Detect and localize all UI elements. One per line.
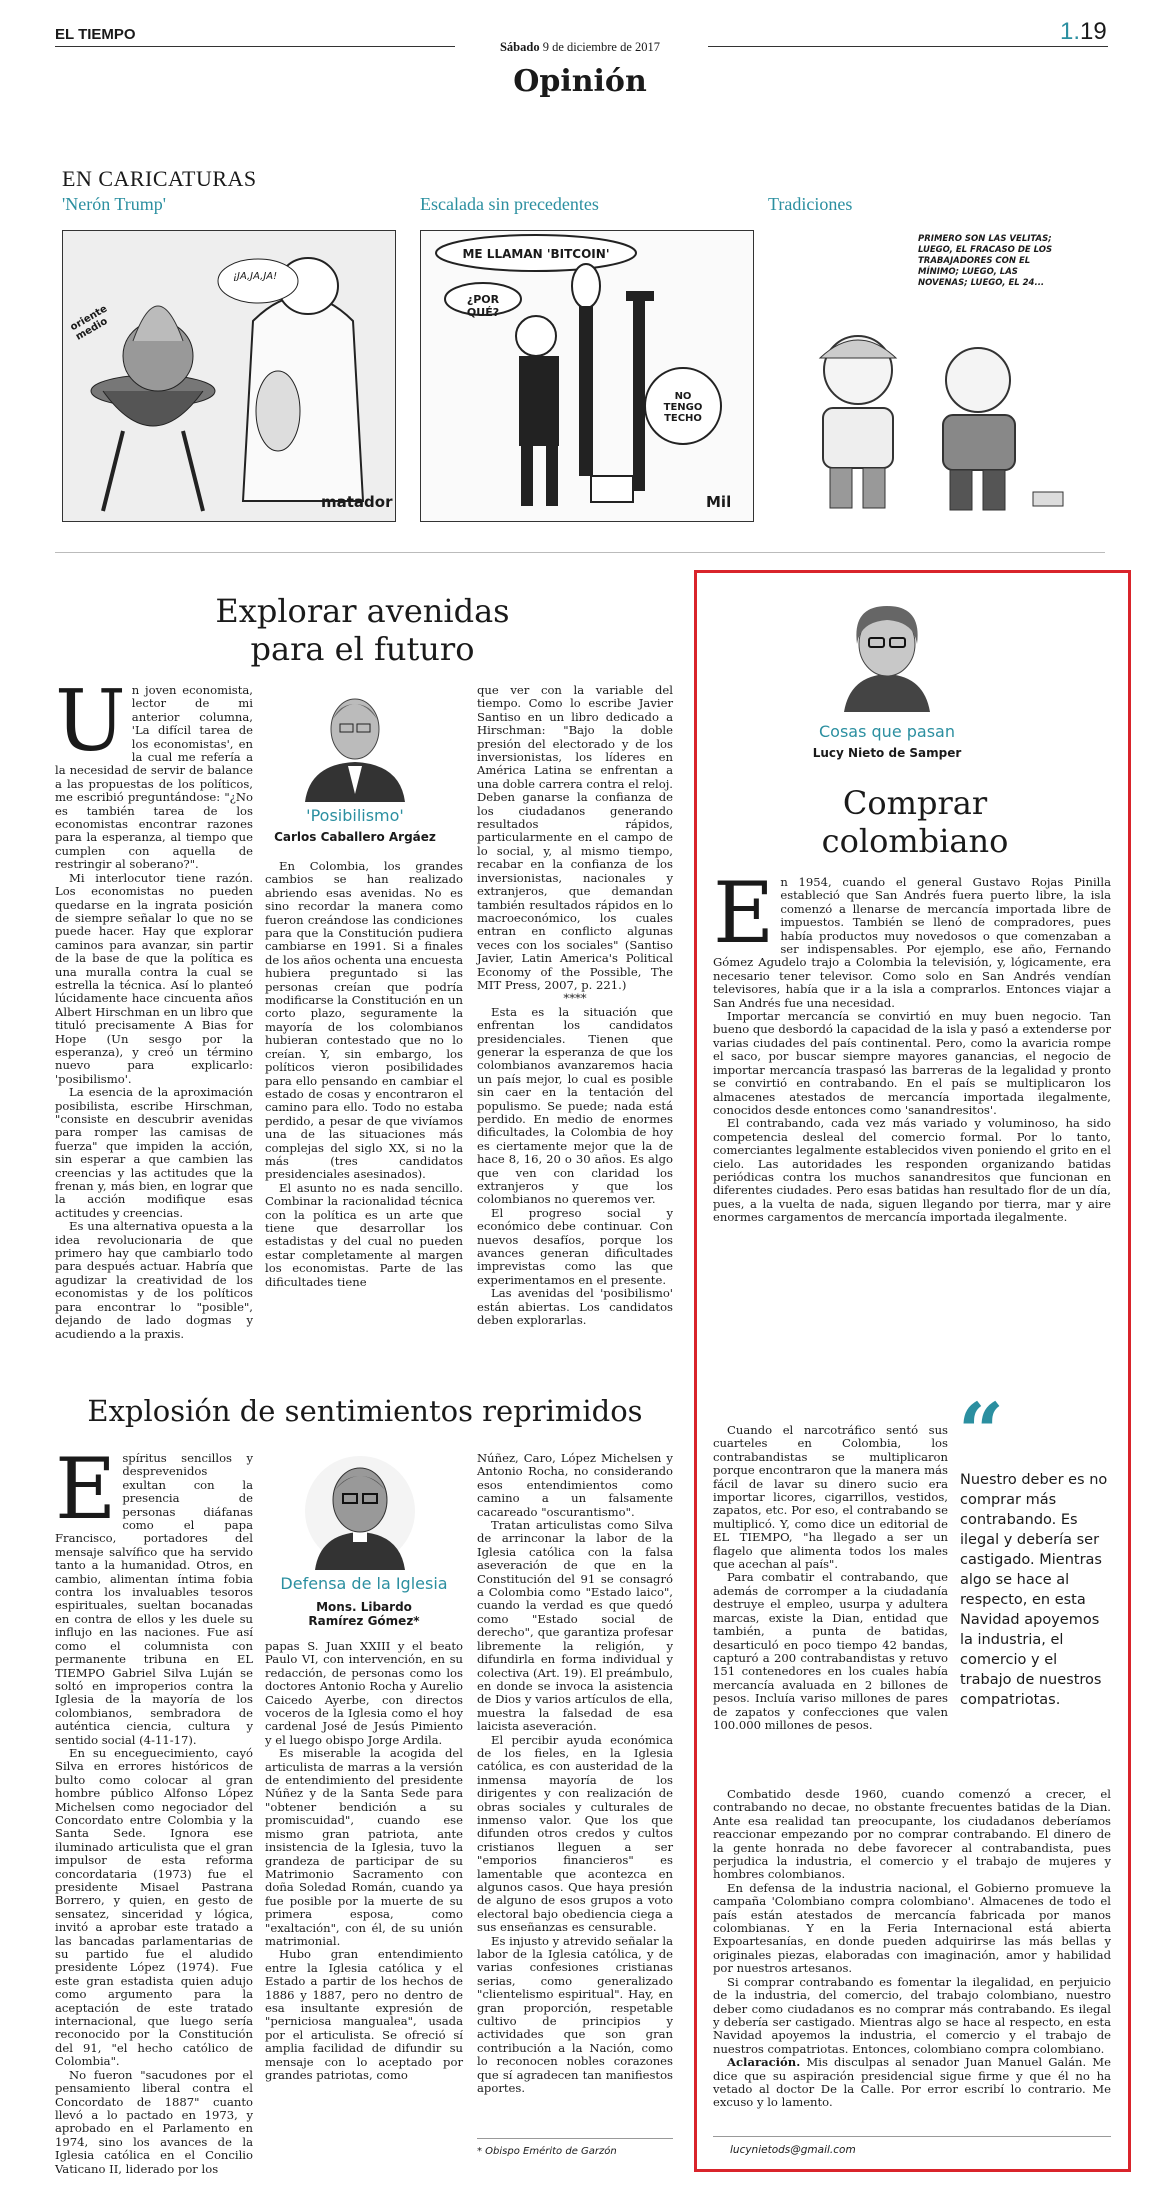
article3-author: Lucy Nieto de Samper: [812, 746, 962, 760]
article3-paragraph: n 1954, cuando el general Gustavo Rojas Pinilla estableció que San Andrés fuera puerto libre, la isla comenzó a llenarse de mercancía importada libre de impuestos. También se llenó de compradores, pues había productos muy novedosos o que comenzaban a ser indispensables. Por ejemplo, ese año, Fernando Gómez Agudelo trajo a Colombia la televisión, y, lógicamente, era necesario tener televisor. Como solo en San Andrés vendían televisores, había que ir a la isla a comprarlos. Entonces viajar a San Andrés fue una necesidad.: [713, 875, 1111, 1010]
article2-paragraph: Hubo gran entendimiento entre la Iglesia católica y el Estado a partir de los hechos de 1886 y 1887, pero no dentro de esa insultante expresión de "perniciosa mangualea", usada por el articulista. Se ofreció sí amplia facilidad de difundir su mensaje con lo aceptado por grandes patriotas, como: [265, 1947, 463, 2082]
cartoon-escalada-balloon-2: ¿POR QUÉ?: [466, 293, 500, 319]
article3-clarification-label: Aclaración.: [727, 2055, 801, 2070]
page-number: [1060, 18, 1107, 46]
page-number-accent: 1.: [1060, 18, 1081, 45]
article3-paragraph: Importar mercancía se convirtió en muy buen negocio. Tan bueno que desbordó la capacidad de la isla y pasó a extenderse por varias ciudades del país continental. Pero, como la avaricia rompe el saco, por buscar siempre mayores ganancias, el negocio de importar mercancía traspasó las barreras de la legalidad y pronto se convirtió en contrabando. En el país se multiplicaron los almacenes atestados de mercancía importada ilegalmente, conocidos desde entonces como 'sanandresitos'.: [713, 1009, 1111, 1117]
article2-author-photo: [305, 1452, 415, 1570]
article3-paragraph: Para combatir el contrabando, que además de corromper a la ciudadanía destruye el empleo, usurpa y adultera marcas, existe la Dian, entidad que también, a punta de batidas, desarticuló en poco tiempo 42 bandas, capturó a 200 contrabandistas y retuvo 151 contenedores en los cuales había mercancía avaluada en 2 billones de pesos. Incluía variso millones de pares de zapatos y confecciones que valen 100.000 millones de pesos.: [713, 1570, 948, 1732]
cartoon-neron-label: oriente medio: [68, 303, 110, 343]
article2-paragraph: En su enceguecimiento, cayó Silva en errores históricos de bulto como colocar al gran hombre público Alfonso López Michelsen como negociador del Concordato entre Colombia y la Santa Sede. Ignora ese iluminado articulista que el gran impulsor de esta reforma concordataria (1973) fue el presidente Misael Pastrana Borrero, y quien, en gesto de sensatez, sinceridad y lógica, invitó a aprobar este tratado a las bancadas parlamentarias de su partido fue el aludido presidente López (1974). Fue este gran estadista quien adujo como argumento para la aceptación de este tratado internacional, que luego sería reconocido por la Constitución del 91, "el hecho católico de Colombia".: [55, 1745, 253, 2069]
article3-paragraph: Combatido desde 1960, cuando comenzó a crecer, el contrabando no decae, no obstante frecuentes batidas de la Dian. Ante esa realidad tan preocupante, los ciudadanos deberíamos reaccionar empezando por no comprar contrabando. El dinero de la gente honrada no debe favorecer al contrabandista, pues perjudica la industria, el comercio y el trabajo de mujeres y hombres colombianos.: [713, 1787, 1111, 1882]
article2-paragraph: El percibir ayuda económica de los fieles, en la Iglesia católica, es con austeridad de la inmensa mayoría de los dirigentes y con realización de obras sociales y culturales de inmenso valor. Que los que difunden otros credos y cultos cristianos lleguen a ser "emporios financieros" es lamentable que acontezca en algunos casos. Que haya presión de alguno de esos grupos a voto electoral bajo obediencia ciega a sus enseñanzas es censurable.: [477, 1732, 673, 1935]
article3-column-name: Cosas que pasan: [819, 722, 955, 741]
article2-dropcap: E: [55, 1440, 117, 1538]
article2-paragraph: No fueron "sacudones por el pensamiento liberal contra el Concordato de 1887" cuanto llevó a lo pactado en 1973, y aprobado en el Parlamento en 1974, sino los avances de la Iglesia católica en el Concilio Vaticano II, liderado por los: [55, 2067, 253, 2176]
article1-column-3: [477, 684, 673, 1378]
article1-headline-line1: Explorar avenidas: [215, 592, 510, 630]
author-photo-caballero: [300, 684, 410, 802]
article2-column-2: [265, 1640, 463, 2164]
article1-paragraph: n joven economista, lector de mi anterior columna, 'La difícil tarea de los economistas', en la cual me refería a la necesidad de servir de balance a las propuestas de los políticos, me escribió preguntándose: "¿No es también tarea de los economistas encontrar razones para la esperanza, al tiempo que cumplen con aquella de restringir al soberano?".: [55, 683, 253, 872]
article3-author-photo: [832, 594, 942, 712]
article1-paragraph: El progreso social y económico debe continuar. Con nuevos desafíos, porque los avances generan dificultades imprevistas como las que experimentamos en el presente.: [477, 1205, 673, 1287]
article1-paragraph: que ver con la variable del tiempo. Como lo escribe Javier Santiso en un libro dedicado a Hirschman: "Bajo la doble presión del electorado y de los inversionistas, los líderes en América Latina se enfrentan a una doble carrera contra el reloj. Deben ganarse la confianza de los ciudadanos generando resultados rápidos, particularmente en el campo de lo social, y, al mismo tiempo, recabar en la confianza de los inversionistas, nacionales y extranjeros, que demandan también resultados rápidos en lo macroeconómico, los cuales entran en conflicto algunas veces con los sociales" (Santiso Javier, Latin America's Political Economy of the Possible, The MIT Press, 2007, p. 221.): [477, 683, 673, 992]
article1-separator: ****: [563, 991, 587, 1006]
cartoon-title-neron-trump: 'Nerón Trump': [62, 194, 167, 214]
cartoon-escalada-drawing: [421, 231, 753, 521]
cartoon-tradiciones-balloon: PRIMERO SON LAS VELITAS; LUEGO, EL FRACASO DE LOS TRABAJADORES CON EL MÍNIMO; LUEGO, LAS NOVENAS; LUEGO, EL 24...: [918, 234, 1053, 288]
cartoon-title-escalada: Escalada sin precedentes: [420, 194, 599, 214]
article3-pullquote: Nuestro deber es no comprar más contrabando. Es ilegal y debería ser castigado. Mientras algo se hace al respecto, en esta Navidad apoyemos la industria, el comercio y el trabajo de nuestros compatriotas.: [960, 1472, 1108, 1708]
article3-outro: [713, 1788, 1111, 2138]
masthead-brand: EL TIEMPO: [55, 26, 136, 43]
cartoon-tradiciones: [768, 230, 1100, 520]
article1-paragraph: En Colombia, los grandes cambios se han realizado abriendo esas avenidas. No es sino recordar la manera como fueron creándose las condiciones para que la Constitución pudiera cambiarse en 1991. Si a finales de los años ochenta una encuesta hubiera preguntado si las personas creían que podría modificarse la Constitución en un corto plazo, seguramente la mayoría de los colombianos hubieran contestado que no lo creían. Y, sin embargo, los políticos vieron posibilidades para ello pensando en cambiar el estado de cosas y encontraron el camino para ello. Todo no estaba perdido, a pesar de que vivíamos una de las situaciones más complejas del siglo XX, si no la más (tres candidatos presidenciales asesinados).: [265, 859, 464, 1182]
article1-column-2: [265, 860, 463, 1378]
article1-headline-line2: para el futuro: [250, 630, 475, 668]
article3-paragraph: Si comprar contrabando es fomentar la ilegalidad, en perjuicio de la industria, del comercio, del trabajo colombiano, nuestro deber como ciudadanos es no comprar más contrabando. Es ilegal y debería ser castigado. Mientras algo se hace al respecto, en esta Navidad apoyemos la industria, el comercio y el trabajo de nuestros compatriotas. Entonces, colombiano compra colombiano.: [713, 1974, 1111, 2056]
cartoon-neron-trump: [62, 230, 396, 522]
cartoon-escalada: [420, 230, 754, 522]
article2-paragraph: Núñez, Caro, López Michelsen y Antonio Rocha, no considerando esos entendimientos como camino a un falsamente cacareado "oscurantismo".: [477, 1451, 673, 1519]
cartoon-escalada-balloon-3: NO TENGO TECHO: [663, 391, 703, 424]
header-rule-right: [708, 46, 1108, 47]
article3-pullquote-mark: “: [958, 1385, 1005, 1479]
cartoon-title-tradiciones: Tradiciones: [768, 194, 853, 214]
page-number-value: 19: [1080, 18, 1107, 45]
author-photo-ramirez: [305, 1452, 415, 1570]
article3-headline: [775, 784, 1055, 860]
article3-headline-line2: colombiano: [821, 822, 1009, 860]
issue-date: [440, 40, 720, 55]
issue-day: Sábado: [499, 40, 540, 54]
article1-author-photo: [300, 684, 410, 802]
article2-paragraph: Es miserable la acogida del articulista de marras a la versión de entendimiento del presidente Núñez y de la Santa Sede para "obtener bendición a su promiscuidad", cuando ese mismo gran patriota, ante insistencia de la Iglesia, tuvo la grandeza de participar de su Matrimonio Sacramento con doña Soledad Román, cuando ya fue posible por la muerte de su primera esposa, como "exaltación", con él, de su unión matrimonial.: [265, 1746, 463, 1948]
article1-headline: [55, 592, 670, 668]
article1-paragraph: Esta es la situación que enfrentan los candidatos presidenciales. Tienen que generar la esperanza de que los colombianos avanzaremos hacia un país mejor, lo cual es posible sin caer en la tentación del populismo. Se puede; nada está perdido. En medio de enormes dificultades, la Colombia de hoy es ciertamente mejor que la de hace 8, 16, 20 o 30 años. Es algo que ven con claridad los extranjeros y que los colombianos no queremos ver.: [477, 1004, 673, 1207]
article3-email-rule: [713, 2136, 1111, 2137]
article3-dropcap: E: [713, 864, 775, 962]
article3-headline-line1: Comprar: [842, 784, 988, 822]
cartoon-escalada-balloon-1: ME LLAMAN 'BITCOIN': [462, 247, 610, 261]
article3-intro: [713, 864, 1111, 1420]
section-divider: [55, 552, 1105, 553]
header-rule-left: [55, 46, 455, 47]
article3-clarification-text: Mis disculpas al senador Juan Manuel Galán. Me dice que su aspiración presidencial sigue firme y que él no ha vetado al doctor De la Calle. Por error escribí lo contrario. Me excuso y lo lamento.: [713, 2055, 1111, 2110]
article3-clarification: [713, 2056, 1111, 2110]
cartoon-neron-trump-drawing: [63, 231, 395, 521]
cartoon-escalada-signature: Mil: [706, 493, 732, 511]
article1-paragraph: Las avenidas del 'posibilismo' están abiertas. Los candidatos deben explorarlas.: [477, 1286, 673, 1328]
article2-column-name: Defensa de la Iglesia: [280, 1574, 448, 1593]
article2-footnote-rule: [477, 2138, 673, 2139]
cartoons-section-label: EN CARICATURAS: [62, 166, 257, 191]
article2-column-1: [55, 1440, 253, 2176]
issue-date-rest: 9 de diciembre de 2017: [539, 40, 661, 54]
article1-column-1: [55, 672, 254, 1378]
article3-author-email[interactable]: lucynietods@gmail.com: [730, 2144, 856, 2156]
article1-paragraph: La esencia de la aproximación posibilista, escribe Hirschman, "consiste en descubrir avenidas para romper las camisas de fuerza" que impiden la acción, sin esperar a que cambien las creencias y las actitudes que la frenan y, más bien, en lograr que la acción modifique esas actitudes y creencias.: [55, 1085, 253, 1220]
article1-paragraph: El asunto no es nada sencillo. Combinar la racionalidad técnica con la política es un arte que tiene que desarrollar los estadistas y del cual no pueden estar completamente al margen los economistas. Parte de las dificultades tiene: [265, 1180, 463, 1289]
article2-author: [265, 1600, 463, 1628]
cartoon-neron-balloon: ¡JA,JA,JA!: [233, 271, 278, 282]
article1-dropcap: U: [55, 672, 126, 770]
article2-paragraph: spíritus sencillos y desprevenidos exultan con la presencia de personas diáfanas como el papa Francisco, portadores del mensaje salvífico que ha servido tanto a la humanidad. Otros, en cambio, alimentan íntima fobia contra los invaluables tesoros espirituales, sueltan bocanadas en contra de ellos y les duele su influjo en las naciones. Fue así como el columnista con permanente tribuna en EL TIEMPO Gabriel Silva Luján se soltó en improperios contra la Iglesia de la mayoría de los colombianos, sembradora de auténtica ciencia, cultura y sentido social (4-11-17).: [55, 1451, 253, 1747]
section-title: Opinión: [513, 64, 647, 99]
article2-paragraph: Tratan articulistas como Silva de arrinconar la labor de la Iglesia católica con la falsa aseveración de que en la Constitución del 91 se consagró a Colombia como "Estado laico", cuando la verdad es que quedó como "Estado social de derecho", que garantiza profesar libremente la religión, y difundirla en forma individual y colectiva (Art. 19). El preámbulo, en donde se invoca la asistencia de Dios y varios artículos de ella, muestra la falsedad de esa laicista aseveración.: [477, 1518, 674, 1734]
article2-column-3: [477, 1452, 673, 2136]
article2-headline: Explosión de sentimientos reprimidos: [87, 1394, 643, 1428]
article1-author: Carlos Caballero Argáez: [274, 830, 436, 844]
article1-column-name: 'Posibilismo': [306, 806, 404, 825]
article2-author-line1: Mons. Libardo: [316, 1600, 412, 1614]
article2-footnote: * Obispo Emérito de Garzón: [477, 2146, 617, 2157]
article3-paragraph: Cuando el narcotráfico sentó sus cuarteles en Colombia, los contrabandistas se multiplicaron porque encontraron que la manera más fácil de lavar su dinero sucio era importar licores, cigarrillos, vestidos, zapatos, etc. Por eso, el contrabando se multiplicó. Y, como dice un editorial de EL TIEMPO, "ha llegado a ser un flagelo que alimenta todos los males que acechan al país".: [713, 1423, 948, 1572]
article2-author-line2: Ramírez Gómez*: [308, 1614, 420, 1628]
article2-paragraph: Es injusto y atrevido señalar la labor de la Iglesia católica, y de varias confesiones cristianas serias, como generalizado "clientelismo espiritual". Hay, en gran proporción, respetable cultivo de principios y actividades que son gran contribución a la Nación, como lo reconocen nobles corazones que sí agradecen tan manifiestos aportes.: [477, 1933, 673, 2096]
article2-paragraph: papas S. Juan XXIII y el beato Paulo VI, con intervención, en su redacción, de personas como los doctores Antonio Rocha y Aurelio Caicedo Ayerbe, con directos voceros de la Iglesia como el hoy cardenal José de Jesús Pimiento y el luego obispo Jorge Ardila.: [265, 1639, 463, 1747]
article3-narrow-column: [713, 1424, 948, 1784]
article1-paragraph: Mi interlocutor tiene razón. Los economistas no pueden quedarse en la ingrata posición de siempre señalar lo que no se puede hacer. Hay que explorar caminos para avanzar, sin partir de la base de que la política es una muralla contra la cual se estrella la técnica. Así lo planteó lúcidamente hace cincuenta años Albert Hirschman en un libro que tituló precisamente A Bias for Hope (Un sesgo por la esperanza), y creó un término nuevo para explicarlo: 'posibilismo'.: [55, 870, 254, 1086]
author-photo-nieto: [832, 594, 942, 712]
cartoon-neron-signature: matador: [321, 493, 393, 511]
article3-paragraph: En defensa de la industria nacional, el Gobierno promueve la campaña 'Colombiano compra colombiano'. Almacenes de todo el país están atestados de mercancía fabricada por manos colombianas. Y en la Feria Internacional está abierta Expoartesanías, en donde pueden adquirirse las más bellas y originales piezas, elaboradas con imaginación, amor y habilidad por nuestros artesanos.: [713, 1880, 1111, 1976]
article3-paragraph: El contrabando, cada vez más variado y voluminoso, ha sido competencia desleal del comercio formal. Por lo tanto, comerciantes legalmente establecidos viven poniendo el grito en el cielo. Las autoridades les responden organizando batidas periódicas contra los muchos sanandresitos que funcionan en diferentes ciudades. Pero esas batidas han resultado flor de un día, pues, a la vuelta de nada, siguen llegando por tierra, mar y aire enormes cargamentos de mercancía importada ilegalmente.: [713, 1116, 1111, 1225]
article1-paragraph: Es una alternativa opuesta a la idea revolucionaria de que primero hay que cambiarlo todo para después actuar. Habría que agudizar la creatividad de los economistas y de los políticos para encontrar lo "posible", dejando de lado dogmas y acudiendo a la praxis.: [55, 1219, 253, 1341]
